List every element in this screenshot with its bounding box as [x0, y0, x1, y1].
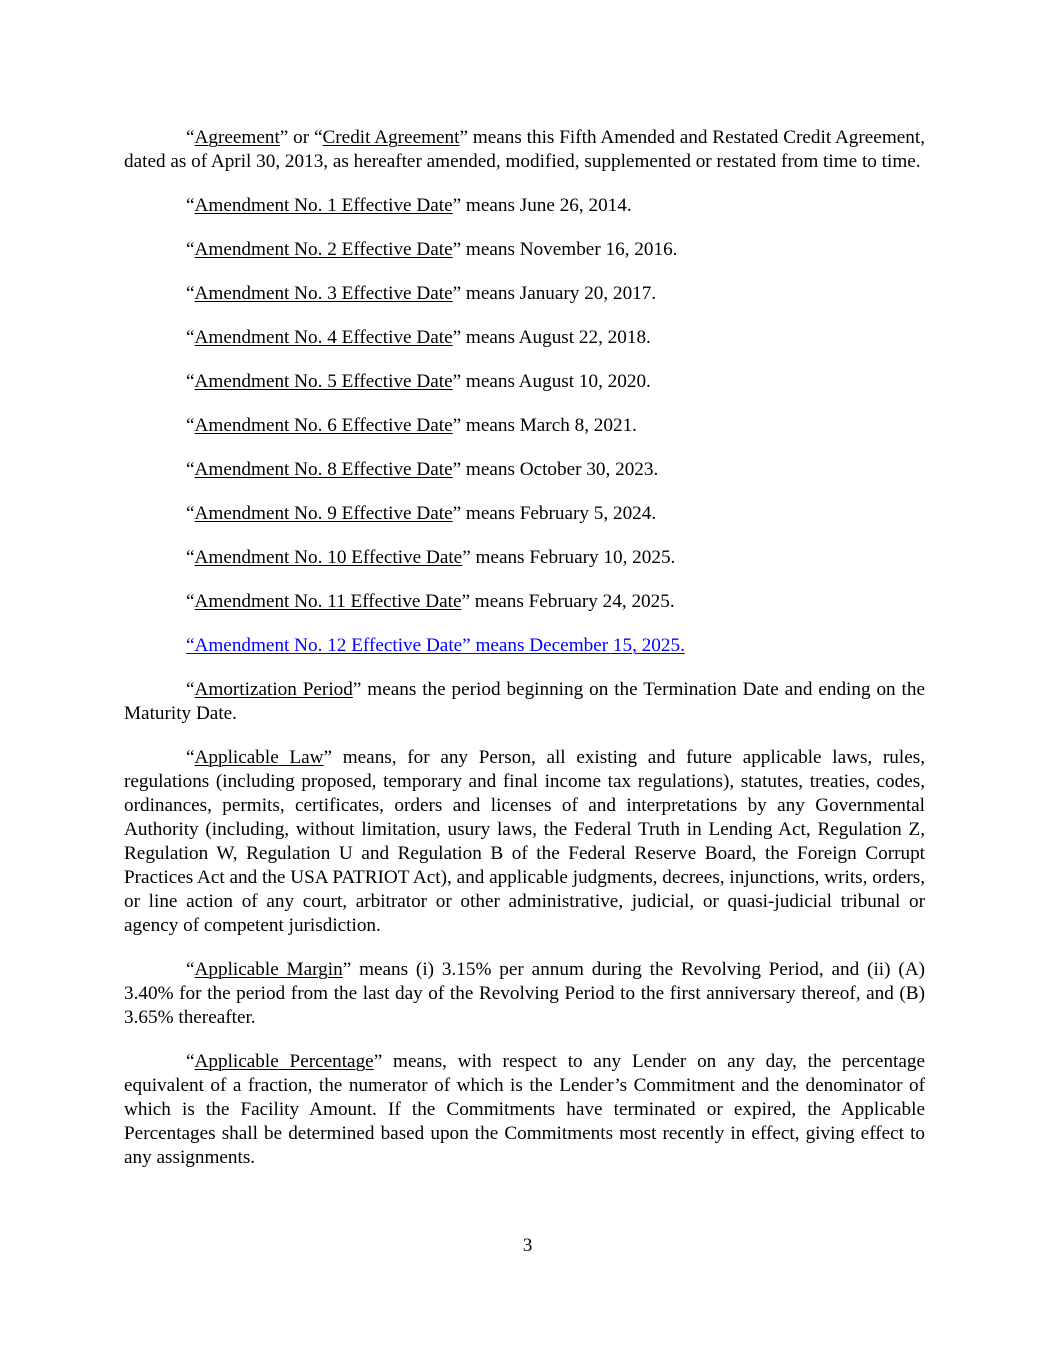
definition-amendment-6: [124, 414, 925, 438]
defined-term: Credit Agreement: [322, 127, 460, 148]
open-quote: “: [186, 591, 195, 612]
definition-amendment-8: [124, 458, 925, 482]
definition-amendment-3: [124, 282, 925, 306]
open-quote: “: [186, 327, 195, 348]
defined-term: Agreement: [194, 127, 280, 148]
open-quote: “: [186, 371, 195, 392]
inserted-text: “Amendment No. 12 Effective Date” means December 15, 2025.: [186, 635, 685, 656]
defined-term: Amendment No. 8 Effective Date: [194, 459, 453, 480]
definition-text: ” means October 30, 2023.: [452, 459, 659, 480]
definition-text: ” means, for any Person, all existing and future applicable laws, rules, regulations (including proposed, temporary and final income tax regulations), statutes, treaties, codes, ordinances, permits, certificates, orders and licenses of and interpretations by any Governmental Authority (including, without limitation, usury laws, the Federal Truth in Lending Act, Regulation Z, Regulation W, Regulation U and Regulation B of the Federal Reserve Board, the Foreign Corrupt Practices Act and the USA PATRIOT Act), and applicable judgments, decrees, injunctions, writs, orders, or line action of any court, arbitrator or other administrative, judicial, or quasi-judicial tribunal or agency of competent jurisdiction.: [124, 747, 925, 936]
definition-text: ” means the period beginning on the Termination Date and ending on the Maturity Date.: [124, 679, 925, 724]
definition-amendment-10: [124, 546, 925, 570]
definition-text: ” means, with respect to any Lender on any day, the percentage equivalent of a fraction, the numerator of which is the Lender’s Commitment and the denominator of which is the Facility Amount. If the Commitments have terminated or expired, the Applicable Percentages shall be determined based upon the Commitments most recently in effect, giving effect to any assignments.: [124, 1051, 925, 1168]
open-quote: “: [186, 127, 195, 148]
definition-text: ” means February 5, 2024.: [452, 503, 657, 524]
open-quote: “: [186, 239, 195, 260]
defined-term: Applicable Percentage: [194, 1051, 374, 1072]
defined-term: Amendment No. 9 Effective Date: [194, 503, 453, 524]
definition-text: ” means January 20, 2017.: [452, 283, 657, 304]
definition-amendment-2: [124, 238, 925, 262]
open-quote: “: [186, 959, 195, 980]
definition-amortization-period: [124, 678, 925, 726]
defined-term: Amendment No. 3 Effective Date: [194, 283, 453, 304]
defined-term: Applicable Margin: [194, 959, 343, 980]
definition-amendment-5: [124, 370, 925, 394]
definition-text: ” means February 24, 2025.: [461, 591, 675, 612]
definition-text: ” means March 8, 2021.: [452, 415, 637, 436]
open-quote: “: [186, 747, 195, 768]
open-quote: “: [186, 459, 195, 480]
definition-text: ” means this Fifth Amended and Restated Credit Agreement, dated as of April 30, 2013, as hereafter amended, modified, supplemented or restated from time to time.: [124, 127, 925, 172]
open-quote: “: [186, 679, 195, 700]
definition-applicable-percentage: [124, 1050, 925, 1170]
definition-applicable-margin: [124, 958, 925, 1030]
definition-amendment-1: [124, 194, 925, 218]
defined-term: Amendment No. 10 Effective Date: [194, 547, 463, 568]
defined-term: Amendment No. 4 Effective Date: [194, 327, 453, 348]
definition-applicable-law: [124, 746, 925, 938]
open-quote: “: [186, 415, 195, 436]
defined-term: Amendment No. 5 Effective Date: [194, 371, 453, 392]
page-number: 3: [522, 1235, 533, 1256]
defined-term: Applicable Law: [194, 747, 324, 768]
definition-text: ” means (i) 3.15% per annum during the Revolving Period, and (ii) (A) 3.40% for the period from the last day of the Revolving Period to the first anniversary thereof, and (B) 3.65% thereafter.: [124, 959, 925, 1028]
definition-agreement: [124, 126, 925, 174]
definition-text: ” means August 22, 2018.: [452, 327, 651, 348]
open-quote: “: [186, 195, 195, 216]
definition-text: ” means June 26, 2014.: [452, 195, 632, 216]
definition-amendment-4: [124, 326, 925, 350]
definition-amendment-11: [124, 590, 925, 614]
defined-term: Amendment No. 2 Effective Date: [194, 239, 453, 260]
connector-text: ” or “: [279, 127, 323, 148]
definition-text: ” means August 10, 2020.: [452, 371, 651, 392]
definition-amendment-9: [124, 502, 925, 526]
open-quote: “: [186, 1051, 195, 1072]
definition-text: ” means February 10, 2025.: [462, 547, 676, 568]
defined-term: Amortization Period: [194, 679, 353, 700]
document-page: [124, 126, 925, 1190]
defined-term: Amendment No. 11 Effective Date: [194, 591, 462, 612]
definition-amendment-12-inserted: [124, 634, 925, 658]
defined-term: Amendment No. 6 Effective Date: [194, 415, 453, 436]
definition-text: ” means November 16, 2016.: [452, 239, 678, 260]
open-quote: “: [186, 503, 195, 524]
open-quote: “: [186, 283, 195, 304]
open-quote: “: [186, 547, 195, 568]
defined-term: Amendment No. 1 Effective Date: [194, 195, 453, 216]
